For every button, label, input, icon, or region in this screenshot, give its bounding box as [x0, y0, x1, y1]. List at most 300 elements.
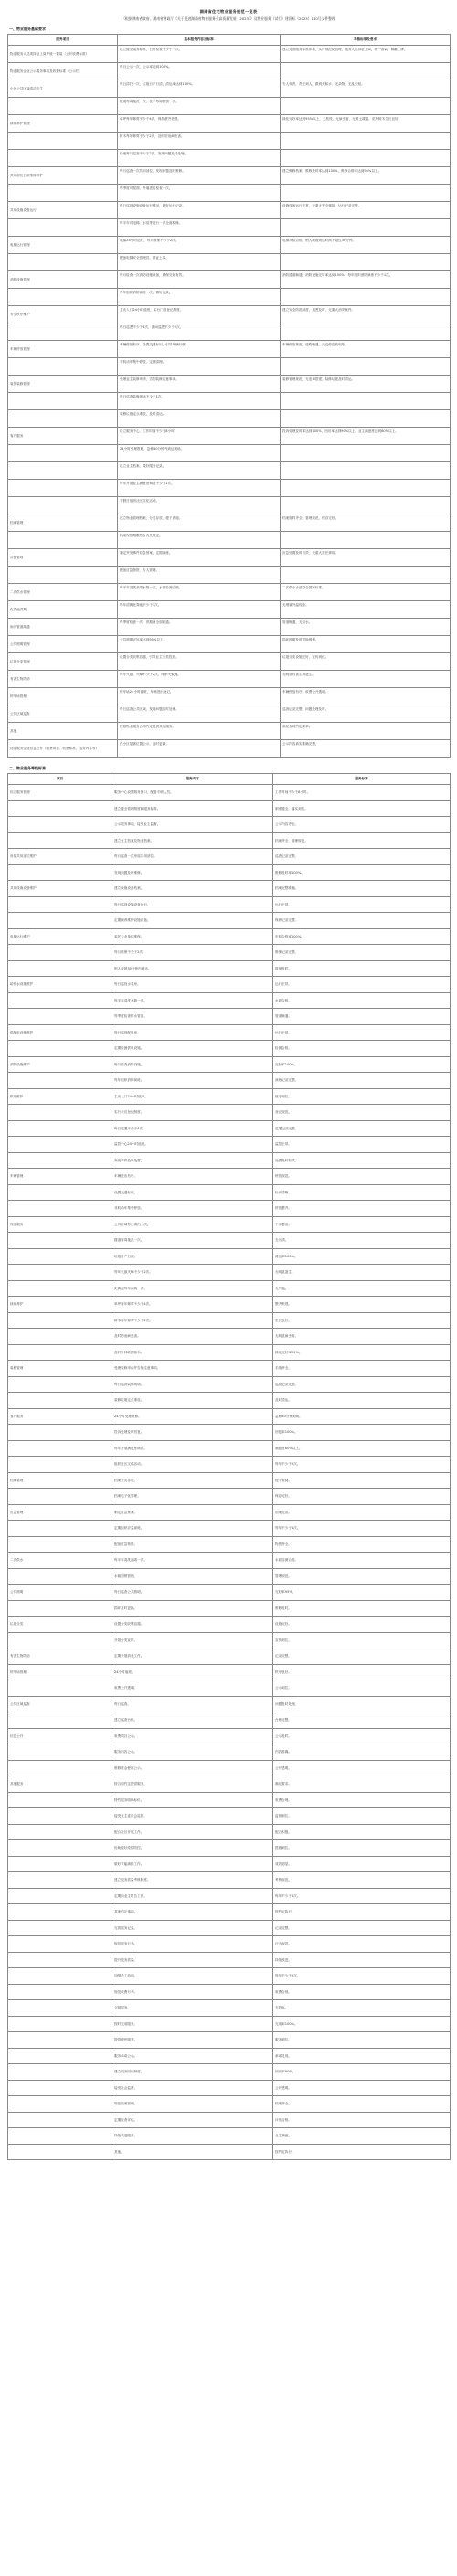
standard-cell: 完好率100%。 — [273, 1056, 451, 1073]
table-row — [8, 670, 451, 687]
standard-cell: 演练记录完整。 — [273, 1073, 451, 1089]
item-cell — [8, 1760, 112, 1776]
content-cell: 完善服务记录。 — [112, 1920, 273, 1936]
standard-cell: 回访率90%。 — [273, 2064, 451, 2081]
content-cell: 定期向业主报告工作。 — [112, 1888, 273, 1904]
item-cell — [8, 1984, 112, 2000]
table-row — [8, 409, 451, 427]
content-cell: 每日巡视配电房。 — [112, 1024, 273, 1041]
item-cell: 其他 — [8, 722, 118, 739]
table-row — [8, 392, 451, 409]
content-cell: 实行来访登记制度。 — [112, 1105, 273, 1121]
item-cell: 车辆管理 — [8, 1169, 112, 1185]
table-row — [8, 45, 451, 62]
standard-cell: 每年不少于1次。 — [273, 1888, 451, 1904]
table-row — [8, 2128, 451, 2145]
item-cell: 装修管理 — [8, 1361, 112, 1377]
standard-cell: 每年不少于1次。 — [273, 1521, 451, 1537]
table-row — [8, 1696, 451, 1712]
item-cell — [8, 392, 118, 409]
content-cell: 建立业主档案，做好服务记录。 — [118, 461, 281, 479]
standard-cell: 无明显滋生。 — [273, 1265, 451, 1281]
table-row — [8, 201, 451, 218]
table-row — [8, 1472, 451, 1489]
content-cell: 非机动车集中停放。 — [112, 1201, 273, 1217]
item-cell: 绿化养护 — [8, 1297, 112, 1313]
content-cell: 档案电子化管理。 — [112, 1489, 273, 1505]
table-row — [8, 2096, 451, 2113]
content-cell: 协助做好疫情防控。 — [112, 1840, 273, 1857]
content-cell: 公示服务事项，接受业主监督。 — [112, 817, 273, 833]
standard-cell: 档案资料齐全，管理规范，保存完好。 — [281, 514, 451, 531]
content-cell: 建立设施设备档案。 — [112, 881, 273, 897]
item-cell — [8, 2144, 112, 2160]
item-cell: 共用部位日常维修养护 — [8, 166, 118, 184]
table-row — [8, 1904, 451, 1921]
content-cell: 收费公开透明。 — [112, 1680, 273, 1697]
table-row — [8, 1664, 451, 1680]
table-row — [8, 1872, 451, 1889]
content-cell: 维修资金使用公示。 — [112, 1760, 273, 1776]
content-cell: 受理装修申请并告知注意事项。 — [112, 1361, 273, 1377]
item-cell: 共用设施设备维护 — [8, 881, 112, 897]
content-cell: 每年清掏化粪池不少于1次。 — [118, 600, 281, 618]
item-cell: 房屋共用部位维护 — [8, 849, 112, 865]
standard-cell: 工作时间不少于8小时。 — [273, 785, 451, 801]
standard-cell: 监控正常。 — [273, 1137, 451, 1153]
standard-cell: 物资齐全。 — [273, 1536, 451, 1553]
content-cell: 规范收费行为。 — [112, 1984, 273, 2000]
item-cell — [8, 2080, 112, 2096]
standard-cell: 投诉处理及时率达到100%，回访率达到90%以上，业主满意度达到80%以上。 — [281, 427, 451, 444]
table-row — [8, 1952, 451, 1968]
item-cell — [8, 2048, 112, 2064]
standard-cell: 收费合规。 — [273, 1984, 451, 2000]
table-row — [8, 132, 451, 149]
item-cell — [8, 1201, 112, 1217]
standard-cell: 运行正常。 — [273, 977, 451, 993]
item-cell — [8, 1280, 112, 1297]
content-cell: 配合社区开展工作。 — [112, 1824, 273, 1840]
item-cell — [8, 149, 118, 166]
standard-cell: 装修管理规范，无违章搭建，装修垃圾及时清运。 — [281, 375, 451, 392]
item-cell — [8, 945, 112, 961]
table-row — [8, 1457, 451, 1473]
content-cell: 发现问题及时维修。 — [112, 864, 273, 881]
standard-cell: 标识清晰。 — [273, 1184, 451, 1201]
item-cell: 应急管理 — [8, 548, 118, 566]
item-cell — [8, 1344, 112, 1361]
item-cell — [8, 1184, 112, 1201]
item-cell — [8, 409, 118, 427]
table-row — [8, 1984, 451, 2000]
standard-cell — [281, 253, 451, 270]
table-row — [8, 1233, 451, 1249]
table-row — [8, 1344, 451, 1361]
column-header: 服务内容 — [112, 774, 273, 785]
table-row — [8, 913, 451, 929]
standard-cell: 无明显病虫害。 — [273, 1329, 451, 1345]
standard-cell: 无明显有害生物滋生。 — [281, 670, 451, 687]
table-row — [8, 2000, 451, 2017]
table-row — [8, 496, 451, 514]
table-row — [8, 1888, 451, 1904]
content-cell: 持续改进服务。 — [112, 2128, 273, 2145]
standard-cell — [281, 566, 451, 583]
section-1-table — [7, 34, 451, 758]
content-cell: 24小时值班。 — [112, 1664, 273, 1680]
content-cell: 每月检查一次消防设施设备，确保完好有效。 — [118, 270, 281, 288]
item-cell: 消防设施管理 — [8, 270, 118, 288]
table-row — [8, 62, 451, 80]
content-cell: 楼道每周拖洗一次。 — [112, 1233, 273, 1249]
content-cell: 配备应急物资。 — [112, 1536, 273, 1553]
standard-cell: 维修及时率100%。 — [273, 864, 451, 881]
content-cell: 24小时受理报修。 — [112, 1408, 273, 1425]
standard-cell: 建立维修档案，维修及时率达到100%，维修合格率达到95%以上。 — [281, 166, 451, 184]
standard-cell: 损坏照明及时更换维修。 — [281, 635, 451, 652]
item-cell — [8, 864, 112, 881]
content-cell: 接受社会监督。 — [112, 2080, 273, 2096]
content-cell: 其他。 — [112, 2144, 273, 2160]
table-row — [8, 566, 451, 583]
table-row — [8, 652, 451, 670]
content-cell: 建立业主档案及物业档案。 — [112, 832, 273, 849]
item-cell: 客户服务 — [8, 1408, 112, 1425]
table-row — [8, 1840, 451, 1857]
content-cell: 服务中心设置服务窗口，配备专职人员。 — [112, 785, 273, 801]
content-cell: 每月检查消防设施。 — [112, 1056, 273, 1073]
table-row — [8, 114, 451, 132]
content-cell: 树木每年修剪不少于2次，及时防治病虫害。 — [118, 132, 281, 149]
table-row — [8, 1760, 451, 1776]
standard-cell: 记录完整。 — [273, 1920, 451, 1936]
standard-cell: 无堵塞外溢现象。 — [281, 600, 451, 618]
item-cell — [8, 2000, 112, 2017]
table-row — [8, 2144, 451, 2160]
item-cell: 停车场管理 — [8, 687, 118, 705]
item-cell — [8, 832, 112, 849]
content-cell: 提升服务质量。 — [112, 1952, 273, 1968]
content-cell: 困人救援30分钟内到达。 — [112, 960, 273, 977]
item-cell — [8, 1872, 112, 1889]
content-cell: 配备应急物资，专人管理。 — [118, 566, 281, 583]
item-cell — [8, 461, 118, 479]
item-cell — [8, 1265, 112, 1281]
table-row — [8, 1297, 451, 1313]
table-row — [8, 945, 451, 961]
table-header-row — [8, 774, 451, 785]
content-cell: 每半年对电梯、水泵等进行一次全面检修。 — [118, 218, 281, 236]
content-cell: 及时补种缺损苗木。 — [112, 1344, 273, 1361]
item-cell — [8, 1248, 112, 1265]
table-row — [8, 2064, 451, 2081]
standard-cell: 水质检测合格。 — [273, 1553, 451, 1569]
item-cell — [8, 1952, 112, 1968]
item-cell: 电梯运行管理 — [8, 236, 118, 253]
content-cell: 电梯24小时运行，每月维保不少于2次。 — [118, 236, 281, 253]
standard-cell: 停放整齐。 — [273, 1201, 451, 1217]
content-cell: 委托专业单位维保。 — [112, 928, 273, 945]
table-row — [8, 1120, 451, 1137]
standard-cell: 维修及时。 — [273, 1600, 451, 1617]
content-cell: 24小时受理报修，急修30分钟内到达现场。 — [118, 444, 281, 461]
content-cell: 每年组织消防演练一次，做好记录。 — [118, 288, 281, 305]
standard-cell: 绿化完好率95%。 — [273, 1344, 451, 1361]
content-cell: 车辆进出有序。 — [112, 1169, 273, 1185]
content-cell: 公共区域每日清扫一次。 — [112, 1216, 273, 1233]
table-row — [8, 832, 451, 849]
table-row — [8, 253, 451, 270]
content-cell: 草坪每年修剪不少于4次，保持整齐美观。 — [118, 114, 281, 132]
item-cell — [8, 2096, 112, 2113]
table-row — [8, 236, 451, 253]
table-row — [8, 375, 451, 392]
content-cell: 加强员工培训。 — [112, 1968, 273, 1985]
table-row — [8, 1744, 451, 1761]
item-cell — [8, 2064, 112, 2081]
standard-cell — [281, 531, 451, 548]
item-cell — [8, 1521, 112, 1537]
content-cell: 建立健全管理制度和服务标准。 — [112, 800, 273, 817]
table-row — [8, 1184, 451, 1201]
standard-cell — [281, 323, 451, 340]
table-row — [8, 881, 451, 897]
standard-cell — [281, 218, 451, 236]
item-cell — [8, 1376, 112, 1393]
item-cell — [8, 1568, 112, 1585]
standard-cell: 建立安全防范制度，巡逻及时，无重大治安案件。 — [281, 305, 451, 323]
item-cell — [8, 1888, 112, 1904]
standard-cell: 回复率100%。 — [273, 1425, 451, 1441]
table-row — [8, 149, 451, 166]
item-cell — [8, 1152, 112, 1169]
item-cell — [8, 479, 118, 496]
standard-cell: 公示内容齐全。 — [273, 817, 451, 833]
table-row — [8, 340, 451, 357]
standard-cell: 水质合格。 — [273, 992, 451, 1009]
item-cell — [8, 288, 118, 305]
content-cell: 突发事件及时处置。 — [112, 1152, 273, 1169]
standard-cell: 完好率95%。 — [273, 1585, 451, 1601]
standard-cell: 保存完好。 — [273, 1489, 451, 1505]
standard-cell: 设施设备运行正常，无重大安全事故，运行记录完整。 — [281, 201, 451, 218]
content-cell: 每日巡视水泵房。 — [112, 977, 273, 993]
table-row — [8, 1776, 451, 1793]
item-cell — [8, 1073, 112, 1089]
standard-cell — [281, 496, 451, 514]
item-cell — [8, 218, 118, 236]
item-cell — [8, 253, 118, 270]
item-cell: 档案管理 — [8, 514, 118, 531]
table-row — [8, 80, 451, 97]
standard-cell: 管理规范。 — [273, 1568, 451, 1585]
table-row — [8, 1856, 451, 1872]
standard-cell: 无污渍。 — [273, 1233, 451, 1249]
content-cell: 损坏及时更换。 — [112, 1600, 273, 1617]
item-cell — [8, 444, 118, 461]
content-cell: 主出入口24小时值守。 — [112, 1088, 273, 1105]
standard-cell: 每年不少于2次。 — [273, 1968, 451, 1985]
content-cell: 制定应急预案。 — [112, 1504, 273, 1521]
table-row — [8, 1009, 451, 1025]
item-cell — [8, 960, 112, 977]
content-cell: 受理业主装修申请，告知装修注意事项。 — [118, 375, 281, 392]
content-cell: 每年开展业主满意度调查不少于1次。 — [118, 479, 281, 496]
table-row — [8, 323, 451, 340]
item-cell — [8, 1856, 112, 1872]
standard-cell: 台账完整。 — [273, 1712, 451, 1729]
item-cell: 绿化养护管理 — [8, 114, 118, 132]
standard-cell: 建立完善服务标准体系，实行规范化管理，服务人员持证上岗，统一着装，佩戴工牌。 — [281, 45, 451, 62]
content-cell: 按时完成服务。 — [112, 2016, 273, 2032]
item-cell: 保洁服务 — [8, 1216, 112, 1233]
table-row — [8, 864, 451, 881]
table-row — [8, 1088, 451, 1105]
content-cell: 设置分类收集容器，引导业主分类投放。 — [118, 652, 281, 670]
table-row — [8, 817, 451, 833]
item-cell: 消防设施维护 — [8, 1056, 112, 1073]
table-row — [8, 1105, 451, 1121]
item-cell: 有害生物防治 — [8, 670, 118, 687]
item-cell — [8, 1536, 112, 1553]
item-cell — [8, 1440, 112, 1457]
standard-cell: 公开透明。 — [273, 1760, 451, 1776]
standard-cell: 秩序良好。 — [273, 1664, 451, 1680]
table-header-row — [8, 34, 451, 45]
item-cell — [8, 323, 118, 340]
standard-cell: 预案完善。 — [273, 1504, 451, 1521]
table-row — [8, 705, 451, 722]
table-row — [8, 1329, 451, 1345]
table-row — [8, 618, 451, 635]
content-cell: 水箱加锁管理。 — [112, 1568, 273, 1585]
document-subtitle: （根据湖南省政府、湖南省财政厅《关于促进湖南省物业服务业高质量发展（2023）》及物业服务（试行）建设标（2023）160号文件整理 — [122, 16, 335, 22]
standard-cell: 电梯年检合格，困人救援到达时间不超过30分钟。 — [281, 236, 451, 253]
table-row — [8, 427, 451, 444]
content-cell: 配备电梯安全管理员，持证上岗。 — [118, 253, 281, 270]
item-cell — [8, 531, 118, 548]
item-cell: 垃圾分类 — [8, 1617, 112, 1633]
standard-cell: 整齐美观。 — [273, 1297, 451, 1313]
table-row — [8, 800, 451, 817]
content-cell: 绿地每月巡查不少于2次，发现问题及时处理。 — [118, 149, 281, 166]
item-cell: 有害生物防治 — [8, 1648, 112, 1665]
content-cell: 非机动车集中停放，定期清理。 — [118, 357, 281, 375]
section-1-table-body — [8, 45, 451, 757]
table-row — [8, 1553, 451, 1569]
content-cell: 按合同约定提供服务。 — [112, 1776, 273, 1793]
standard-cell: 配合积极。 — [273, 1824, 451, 1840]
standard-cell: 措施到位。 — [273, 1840, 451, 1857]
content-cell: 投诉处理及时回复。 — [112, 1425, 273, 1441]
table-row — [8, 1632, 451, 1648]
table-row — [8, 1824, 451, 1840]
table-row — [8, 1408, 451, 1425]
table-row — [8, 1073, 451, 1089]
item-cell: 化粪池清掏 — [8, 600, 118, 618]
item-cell: 秩序维护 — [8, 1088, 112, 1105]
standard-cell: 服务到位。 — [273, 2032, 451, 2049]
content-cell: 每年灭鼠、灭蟑不少于2次，雨季灭蚊蝇。 — [118, 670, 281, 687]
content-cell: 服务内容公示。 — [112, 1744, 273, 1761]
item-cell: 物业服务企业信息公开（收费项目、收费标准、服务内容等） — [8, 739, 118, 757]
content-cell: 每日巡查装修现场。 — [112, 1376, 273, 1393]
item-cell — [8, 1233, 112, 1249]
content-cell: 其他约定事项。 — [112, 1904, 273, 1921]
standard-cell: 检测合格。 — [273, 1041, 451, 1057]
table-row — [8, 1041, 451, 1057]
content-cell: 每年开展满意度调查。 — [112, 1440, 273, 1457]
standard-cell: 档案齐全。 — [273, 2096, 451, 2113]
table-row — [8, 1152, 451, 1169]
item-cell — [8, 1968, 112, 1985]
item-cell: 供配电设施维护 — [8, 1024, 112, 1041]
standard-cell: 满足要求。 — [273, 1776, 451, 1793]
standard-cell: 承诺兑现。 — [273, 2048, 451, 2064]
content-cell: 按照物业服务合同约定提供其他服务。 — [118, 722, 281, 739]
section-1-title: 一、物业服务基础要求 — [9, 26, 46, 31]
column-header: 考核标准及要求 — [281, 34, 451, 45]
standard-cell: 业主满意。 — [273, 2128, 451, 2145]
standard-cell: 年检合格率100%。 — [273, 928, 451, 945]
content-cell: 每日巡查公共照明。 — [112, 1585, 273, 1601]
content-cell: 每季度检查一次，汛期前全面疏通。 — [118, 618, 281, 635]
standard-cell: 维保记录完整。 — [273, 945, 451, 961]
item-cell: 其他服务 — [8, 1776, 112, 1793]
standard-cell: 制度健全，落实到位。 — [273, 800, 451, 817]
item-cell — [8, 1936, 112, 1953]
content-cell: 化粪池每年清掏一次。 — [112, 1280, 273, 1297]
item-cell — [8, 496, 118, 514]
standard-cell — [281, 184, 451, 201]
content-cell: 特约服务明码标价。 — [112, 1792, 273, 1808]
standard-cell: 考核规范。 — [273, 1872, 451, 1889]
item-cell — [8, 913, 112, 929]
standard-cell: 停放规范。 — [273, 1169, 451, 1185]
item-cell — [8, 97, 118, 114]
item-cell — [8, 2112, 112, 2128]
table-row — [8, 218, 451, 236]
standard-cell: 按约定执行。 — [273, 2144, 451, 2160]
table-row — [8, 1585, 451, 1601]
item-cell: 信息公开 — [8, 1728, 112, 1744]
table-row — [8, 461, 451, 479]
item-cell: 共用设施设备运行 — [8, 201, 118, 218]
table-row — [8, 305, 451, 323]
table-row — [8, 849, 451, 865]
section-2-table — [7, 773, 451, 2160]
content-cell: 每半年清洗消毒一次。 — [112, 1553, 273, 1569]
content-cell: 停车场24小时值班，车辆进出登记。 — [118, 687, 281, 705]
column-header: 基本服务内容及标准 — [118, 34, 281, 45]
content-cell: 每日巡查公共区域，发现问题及时处理。 — [118, 705, 281, 722]
item-cell: 电梯运行维护 — [8, 928, 112, 945]
table-row — [8, 2080, 451, 2096]
standard-cell: 及时清运。 — [273, 1393, 451, 1409]
standard-cell: 值守到位。 — [273, 1088, 451, 1105]
table-row — [8, 1568, 451, 1585]
item-cell: 小区公共区域清洁卫生 — [8, 80, 118, 97]
content-cell: 装修垃圾定点堆放，及时清运。 — [118, 409, 281, 427]
table-row — [8, 1920, 451, 1936]
table-row — [8, 1280, 451, 1297]
item-cell: 停车场管理 — [8, 1664, 112, 1680]
table-row — [8, 1489, 451, 1505]
standard-cell — [281, 392, 451, 409]
standard-cell: 车辆停放有序，收费公开透明。 — [281, 687, 451, 705]
table-row — [8, 1216, 451, 1233]
